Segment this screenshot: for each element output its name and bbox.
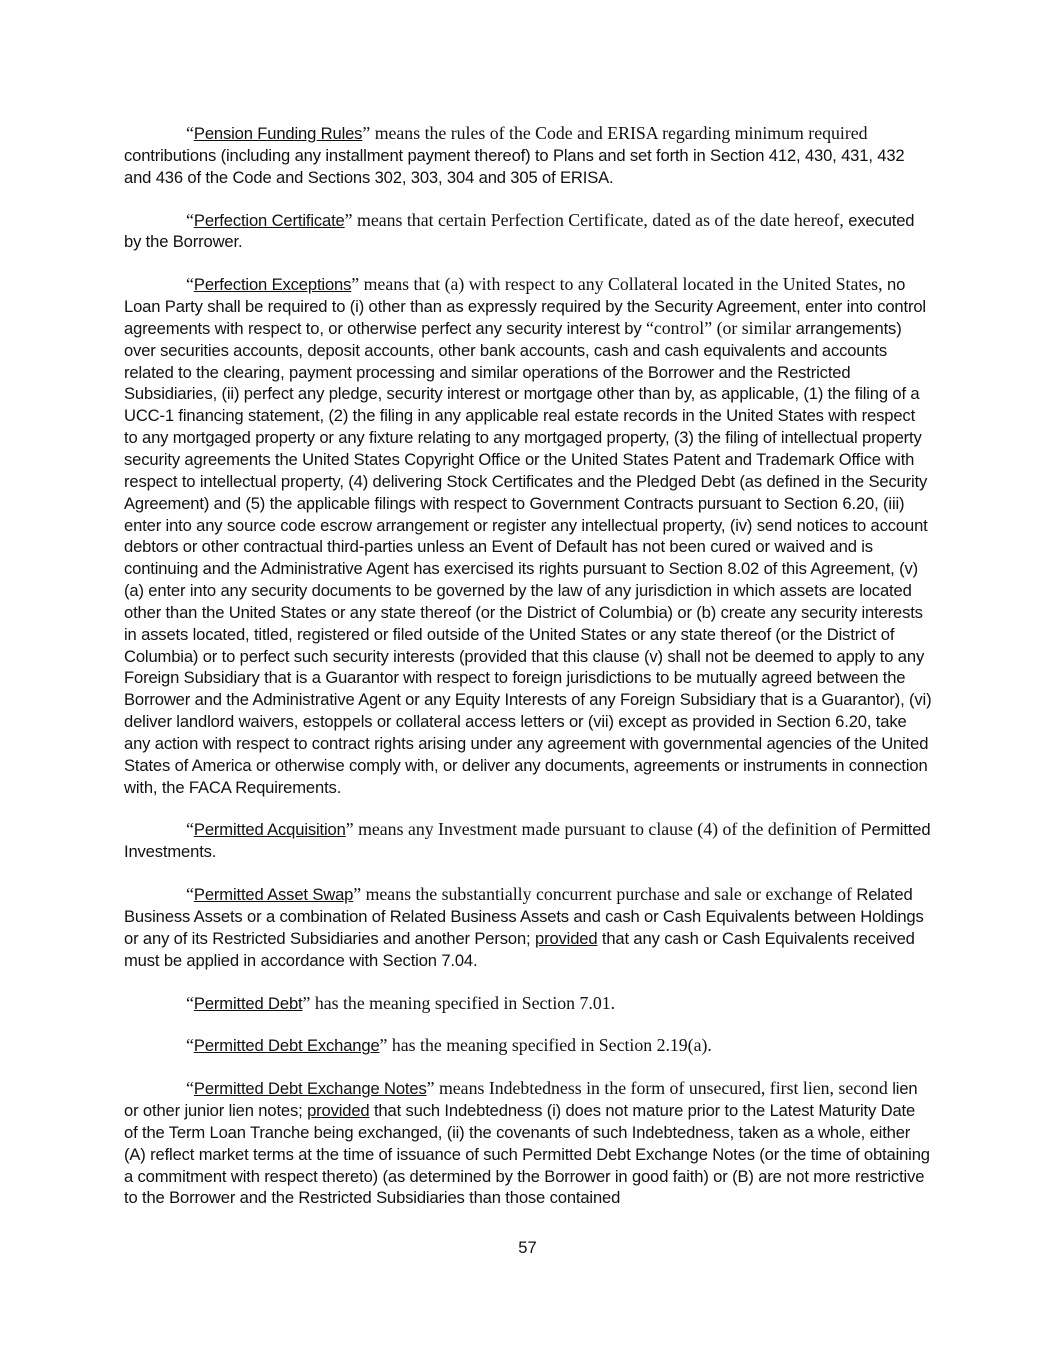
open-quote: “: [186, 992, 194, 1013]
definition-text-part-a: Related Business Assets or a combination of Related Business Assets and cash or Cash Equivalents between Holdings or any of its Restricted Subsidiaries and another Person;: [124, 885, 924, 948]
defined-term: Permitted Debt: [193, 993, 303, 1013]
definition-text: contributions (including any installment payment thereof) to Plans and set forth in Section 412, 430, 431, 432 and 436 of the Code and Sections 302, 303, 304 and 305 of ERISA.: [124, 145, 905, 187]
definition-text-part-b: that any cash or Cash Equivalents received must be applied in accordance with Section 7.04.: [124, 928, 915, 970]
definition-permitted-debt: [124, 993, 932, 1015]
defined-term: Permitted Acquisition: [193, 820, 346, 840]
open-quote: “: [186, 274, 194, 295]
close-quote: ”: [345, 819, 354, 840]
definition-lead: means Indebtedness in the form of unsecured, first lien, second: [434, 1078, 888, 1099]
defined-term: Pension Funding Rules: [193, 124, 363, 143]
definition-text: executed by the Borrower.: [124, 210, 915, 252]
definition-permitted-asset-swap: [124, 884, 932, 971]
definition-text-part-b: that such Indebtedness (i) does not mature prior to the Latest Maturity Date of the Term Loan Tranche being exchanged, (ii) the covenants of such Indebtedness, taken as a whole, either (A) reflect market terms at the time of issuance of such Permitted Debt Exchange Notes (or the time of obtaining a commitment with respect thereto) (as determined by the Borrower in good faith) or (B) are not more restrictive to the Borrower and the Restricted Subsidiaries than those contained: [124, 1101, 930, 1208]
close-quote: ”: [344, 209, 353, 230]
definition-lead: has the meaning specified in Section 7.01.: [310, 992, 616, 1013]
defined-term: Permitted Debt Exchange: [193, 1036, 380, 1056]
defined-term: Permitted Debt Exchange Notes: [193, 1079, 427, 1099]
definition-permitted-debt-exchange: [124, 1035, 932, 1057]
definition-perfection-certificate: [124, 210, 932, 254]
definition-lead: means that (a) with respect to any Collateral located in the United States,: [359, 274, 883, 295]
definition-text: Permitted Investments.: [124, 820, 931, 862]
definition-permitted-debt-exchange-notes: [124, 1078, 932, 1209]
provided-underlined: provided: [307, 1101, 370, 1121]
open-quote: “: [186, 884, 194, 905]
open-quote: “: [186, 1035, 194, 1056]
definitions-body: [124, 123, 932, 1230]
close-quote: ”: [362, 123, 371, 143]
close-quote: ”: [302, 992, 311, 1013]
definition-lead: means any Investment made pursuant to clause (4) of the definition of: [353, 819, 857, 840]
definition-text-part-b: arrangements) over securities accounts, deposit accounts, other bank accounts, cash and cash equivalents and accounts related to the clearing, payment processing and similar operations of the Borrower and the Restricted Subsidiaries, (ii) perfect any pledge, security interest or mortgage other than by, as applicable, (1) the filing of a UCC-1 financing statement, (2) the filing in any applicable real estate records in the United States with respect to any mortgaged property or any fixture relating to any mortgaged property, (3) the filing of intellectual property security agreements the United States Copyright Office or the United States Patent and Trademark Office with respect to intellectual property, (4) delivering Stock Certificates and the Pledged Debt (as defined in the Security Agreement) and (5) the applicable filings with respect to Government Contracts pursuant to Section 6.20, (iii) enter into any source code escrow arrangement or register any intellectual property, (iv) send notices to account debtors or other contractual third-parties unless an Event of Default has not been cured or waived and is continuing and the Administrative Agent has exercised its rights pursuant to Section 8.02 of this Agreement, (v) (a) enter into any security documents to be governed by the law of any jurisdiction in which assets are located other than the United States or any state thereof (or the District of Columbia) or (b) create any security interests in assets located, titled, registered or filed outside of the United States or any state thereof (or the District of Columbia) or to perfect such security interests (provided that this clause (v) shall not be deemed to apply to any Foreign Subsidiary that is a Guarantor with respect to foreign jurisdictions to be mutually agreed between the Borrower and the Administrative Agent or any Equity Interests of any Foreign Subsidiary that is a Guarantor), (vi) deliver landlord waivers, estoppels or collateral access letters or (vii) except as provided in Section 6.20, take any action with respect to contract rights arising under any agreement with governmental agencies of the United States of America or otherwise comply with, or deliver any documents, agreements or instruments in connection with, the FACA Requirements.: [124, 318, 932, 797]
close-quote: ”: [426, 1078, 435, 1099]
page-number: 57: [518, 1238, 537, 1257]
definition-perfection-exceptions: [124, 274, 932, 798]
definition-lead: has the meaning specified in Section 2.19(a).: [387, 1035, 712, 1056]
open-quote: “: [186, 123, 194, 143]
definition-lead: means that certain Perfection Certificate, dated as of the date hereof,: [352, 209, 844, 230]
definition-text-part-a: no Loan Party shall be required to (i) other than as expressly required by the Security Agreement, enter into control agreements with respect to, or otherwise perfect any security interest by: [124, 275, 926, 338]
open-quote: “: [186, 819, 194, 840]
definition-permitted-acquisition: [124, 819, 932, 863]
open-quote: “: [186, 209, 194, 230]
open-quote: “: [186, 1078, 194, 1099]
close-quote: ”: [353, 884, 362, 905]
close-quote: ”: [351, 274, 360, 295]
defined-term: Perfection Certificate: [193, 210, 345, 230]
defined-term: Permitted Asset Swap: [193, 885, 354, 905]
defined-term: Perfection Exceptions: [193, 275, 352, 295]
provided-underlined: provided: [534, 928, 598, 948]
definition-text-part-a: lien or other junior lien notes;: [124, 1079, 918, 1121]
definition-lead: means the substantially concurrent purchase and sale or exchange of: [361, 884, 852, 905]
definition-pension-funding-rules: [124, 123, 932, 189]
definition-lead: means the rules of the Code and ERISA regarding minimum required: [370, 123, 868, 143]
close-quote: ”: [379, 1035, 388, 1056]
definition-serif-phrase: “control” (or similar: [645, 317, 792, 338]
